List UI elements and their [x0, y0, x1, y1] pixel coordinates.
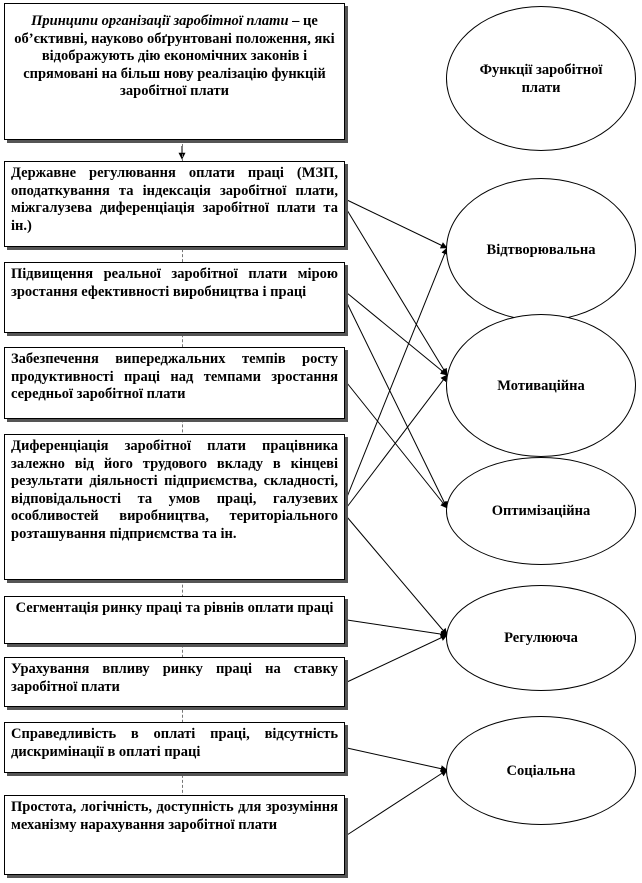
connector-arrow — [347, 210, 447, 375]
principles-definition: – це об’єктивні, науково обґрунтовані положення, які відображують дію економічних законів і спрямовані на більш нову реалізацію функцій заробітної плати — [14, 13, 335, 99]
principle-box-state-regulation — [4, 161, 345, 247]
principle-box-labor-market-segmentation — [4, 596, 345, 644]
principles-title: Принципи організації заробітної плати — [31, 13, 289, 29]
connector-arrow — [347, 383, 447, 508]
principle-text: Диференціація заробітної плати працівника залежно від його трудового вкладу в кінцеві результати діяльності підприємства, складності, відповідальності та умов праці, галузевих особливостей виробництва, територіального розташування підприємства та ін. — [11, 438, 338, 542]
principle-text: Простота, логічність, доступність для зрозуміння механізму нарахування заробітної плати — [11, 799, 338, 833]
connector-arrow — [347, 375, 447, 507]
principle-text: Урахування впливу ринку праці на ставку заробітної плати — [11, 661, 338, 695]
function-optimization — [446, 457, 636, 565]
connector-arrow — [347, 620, 447, 635]
connector-arrow — [347, 248, 447, 497]
connector-arrow — [347, 517, 447, 635]
principle-text: Державне регулювання оплати праці (МЗП, оподаткування та індексація заробітної плати, міжгалузева диференціація заробітної плати та ін.) — [11, 165, 338, 234]
principle-text: Справедливість в оплаті праці, відсутність дискримінації в оплаті праці — [11, 726, 338, 760]
functions-title-ellipse — [446, 6, 636, 151]
function-social — [446, 716, 636, 825]
function-label: Регулююча — [504, 630, 578, 646]
function-motivational — [446, 314, 636, 457]
function-regulating — [446, 585, 636, 691]
principle-box-fairness — [4, 722, 345, 773]
function-label: Відтворювальна — [486, 241, 596, 258]
principle-text: Підвищення реальної заробітної плати мірою зростання ефективності виробництва і праці — [11, 266, 338, 300]
principles-definition-box — [4, 3, 345, 140]
principle-box-labor-market-influence — [4, 657, 345, 707]
connector-arrow — [347, 748, 447, 770]
function-label: Соціальна — [506, 762, 576, 779]
principle-box-productivity-outpacing — [4, 347, 345, 419]
function-label: Мотиваційна — [497, 377, 585, 394]
principle-box-real-wage-growth — [4, 262, 345, 333]
connector-arrow — [347, 635, 447, 682]
function-label: Оптимізаційна — [491, 503, 591, 519]
principle-box-simplicity — [4, 795, 345, 875]
connector-arrow — [347, 200, 447, 248]
functions-title: Функції заробітної плати — [479, 61, 603, 96]
principle-text: Сегментація ринку праці та рівнів оплати праці — [15, 600, 334, 616]
function-reproductive — [446, 178, 636, 321]
connector-arrow — [347, 770, 447, 835]
principle-box-wage-differentiation — [4, 434, 345, 580]
principle-text: Забезпечення випереджальних темпів росту продуктивності праці над темпами зростання середньої заробітної плати — [11, 351, 338, 402]
